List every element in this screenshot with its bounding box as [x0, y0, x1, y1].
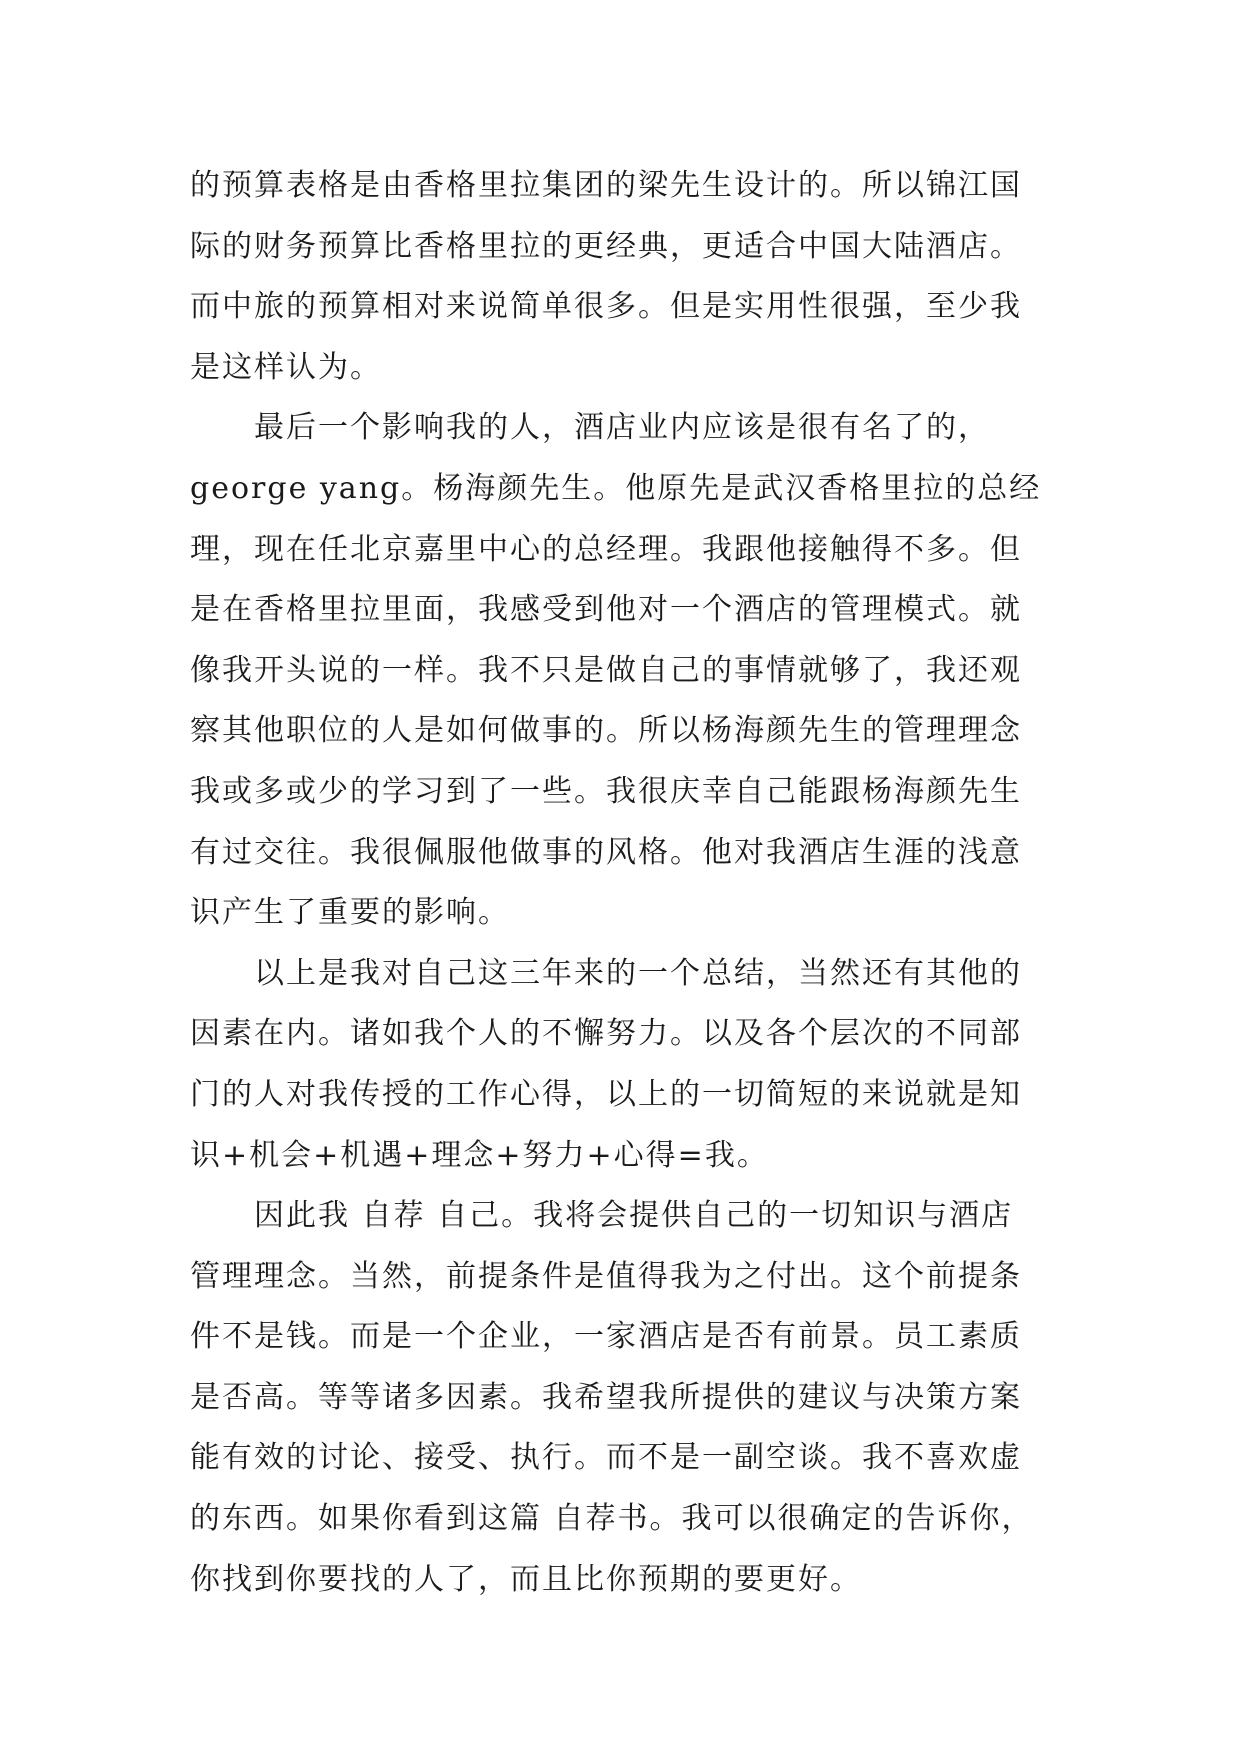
text-line: 的预算表格是由香格里拉集团的梁先生设计的。所以锦江国: [190, 168, 1022, 203]
text-line: 际的财务预算比香格里拉的更经典，更适合中国大陆酒店。: [190, 228, 1022, 264]
text-line: 的东西。如果你看到这篇 自荐书。我可以很确定的告诉你，: [190, 1501, 1034, 1537]
text-line: george yang。杨海颜先生。他原先是武汉香格里拉的总经: [190, 470, 1042, 506]
text-line: 最后一个影响我的人，酒店业内应该是很有名了的，: [190, 410, 990, 446]
text-line: 像我开头说的一样。我不只是做自己的事情就够了，我还观: [190, 652, 1022, 688]
text-line: 察其他职位的人是如何做事的。所以杨海颜先生的管理理念: [190, 713, 1022, 749]
body-text: [190, 166, 1090, 1620]
text-line: 识+机会+机遇+理念+努力+心得=我。: [190, 1137, 769, 1173]
text-line: 件不是钱。而是一个企业，一家酒店是否有前景。员工素质: [190, 1319, 1022, 1355]
text-line: 能有效的讨论、接受、执行。而不是一副空谈。我不喜欢虚: [190, 1440, 1022, 1476]
text-line: 是这样认为。: [190, 349, 382, 385]
text-line: 管理理念。当然，前提条件是值得我为之付出。这个前提条: [190, 1258, 1022, 1294]
text-line: 而中旅的预算相对来说简单很多。但是实用性很强，至少我: [190, 289, 1022, 325]
text-line: 理，现在任北京嘉里中心的总经理。我跟他接触得不多。但: [190, 531, 1022, 567]
text-line: 因素在内。诸如我个人的不懈努力。以及各个层次的不同部: [190, 1016, 1022, 1052]
text-line: 识产生了重要的影响。: [190, 895, 510, 931]
text-line: 门的人对我传授的工作心得，以上的一切简短的来说就是知: [190, 1076, 1022, 1112]
text-line: 我或多或少的学习到了一些。我很庆幸自己能跟杨海颜先生: [190, 773, 1022, 809]
text-line: 有过交往。我很佩服他做事的风格。他对我酒店生涯的浅意: [190, 834, 1022, 870]
text-line: 你找到你要找的人了，而且比你预期的要更好。: [190, 1561, 862, 1597]
text-line: 是否高。等等诸多因素。我希望我所提供的建议与决策方案: [190, 1379, 1022, 1415]
text-line: 是在香格里拉里面，我感受到他对一个酒店的管理模式。就: [190, 592, 1022, 628]
text-line: 以上是我对自己这三年来的一个总结，当然还有其他的: [190, 955, 1022, 991]
text-line: 因此我 自荐 自己。我将会提供自己的一切知识与酒店: [190, 1198, 1014, 1234]
